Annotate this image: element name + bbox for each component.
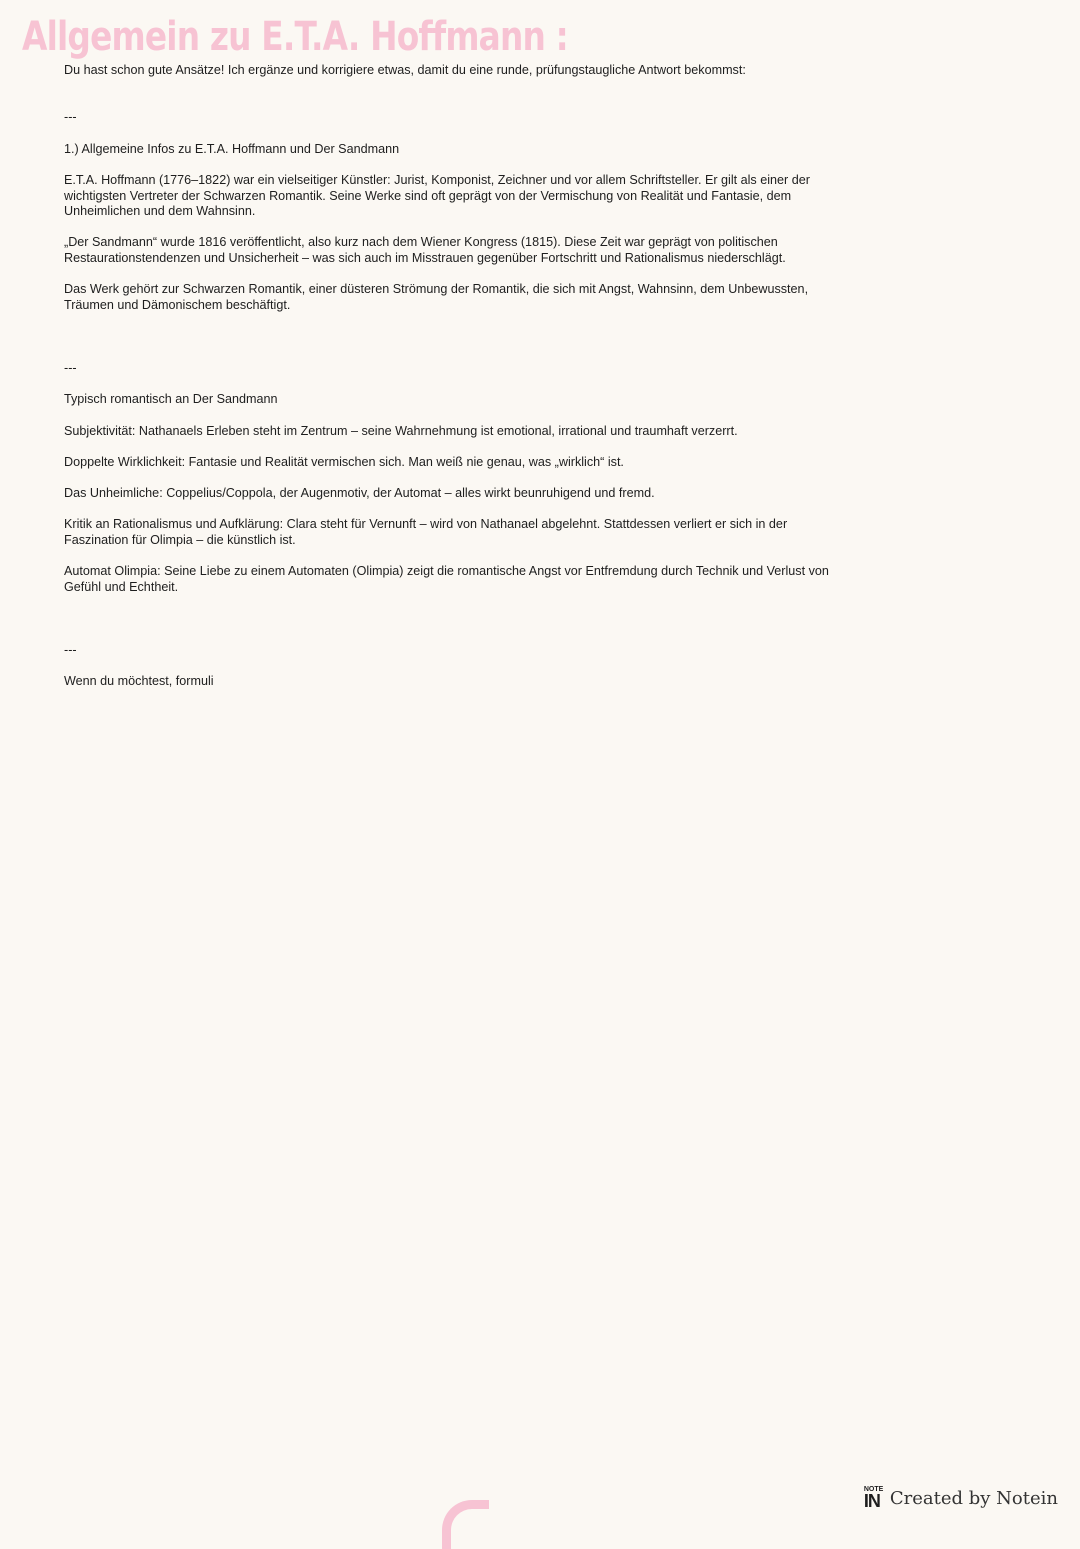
decorative-pink-stroke bbox=[442, 1500, 489, 1549]
paragraph: Doppelte Wirklichkeit: Fantasie und Realität vermischen sich. Man weiß nie genau, was „wirklich“ ist. bbox=[64, 455, 624, 469]
watermark-text: Created by Notein bbox=[889, 1487, 1058, 1509]
paragraph: Wenn du möchtest, formuli bbox=[64, 674, 214, 688]
paragraph: „Der Sandmann“ wurde 1816 veröffentlicht, also kurz nach dem Wiener Kongress (1815). Diese Zeit war geprägt von politischen Restaurationstendenzen und Unsicherheit – was sich auch im Misstrauen gegenüber Fortschritt und Rationalismus niederschlägt. bbox=[64, 235, 786, 265]
section-heading: Typisch romantisch an Der Sandmann bbox=[64, 392, 278, 406]
notein-logo-icon: NOTE IN bbox=[863, 1486, 884, 1511]
paragraph: Subjektivität: Nathanaels Erleben steht im Zentrum – seine Wahrnehmung ist emotional, irrational und traumhaft verzerrt. bbox=[64, 424, 738, 438]
page-title: Allgemein zu E.T.A. Hoffmann : bbox=[22, 14, 568, 60]
paragraph: Du hast schon gute Ansätze! Ich ergänze und korrigiere etwas, damit du eine runde, prüfungstaugliche Antwort bekommst: bbox=[64, 63, 746, 77]
paragraph: Kritik an Rationalismus und Aufklärung: Clara steht für Vernunft – wird von Nathanael abgelehnt. Stattdessen verliert er sich in der Faszination für Olimpia – die künstlich ist. bbox=[64, 517, 788, 547]
divider-text: --- bbox=[64, 361, 77, 375]
divider-text: --- bbox=[64, 110, 77, 124]
paragraph: Das Unheimliche: Coppelius/Coppola, der Augenmotiv, der Automat – alles wirkt beunruhigend und fremd. bbox=[64, 486, 655, 500]
paragraph: E.T.A. Hoffmann (1776–1822) war ein vielseitiger Künstler: Jurist, Komponist, Zeichner und vor allem Schriftsteller. Er gilt als einer der wichtigsten Vertreter der Schwarzen Romantik. Seine Werke sind oft geprägt von der Vermischung von Realität und Fantasie, dem Unheimlichen und dem Wahnsinn. bbox=[64, 173, 810, 219]
divider-text: --- bbox=[64, 643, 77, 657]
paragraph: Automat Olimpia: Seine Liebe zu einem Automaten (Olimpia) zeigt die romantische Angst vor Entfremdung durch Technik und Verlust von Gefühl und Echtheit. bbox=[64, 564, 829, 594]
paragraph: Das Werk gehört zur Schwarzen Romantik, einer düsteren Strömung der Romantik, die sich mit Angst, Wahnsinn, dem Unbewussten, Träumen und Dämonischem beschäftigt. bbox=[64, 282, 809, 312]
section-heading: 1.) Allgemeine Infos zu E.T.A. Hoffmann und Der Sandmann bbox=[64, 142, 400, 156]
watermark bbox=[864, 1486, 1058, 1510]
